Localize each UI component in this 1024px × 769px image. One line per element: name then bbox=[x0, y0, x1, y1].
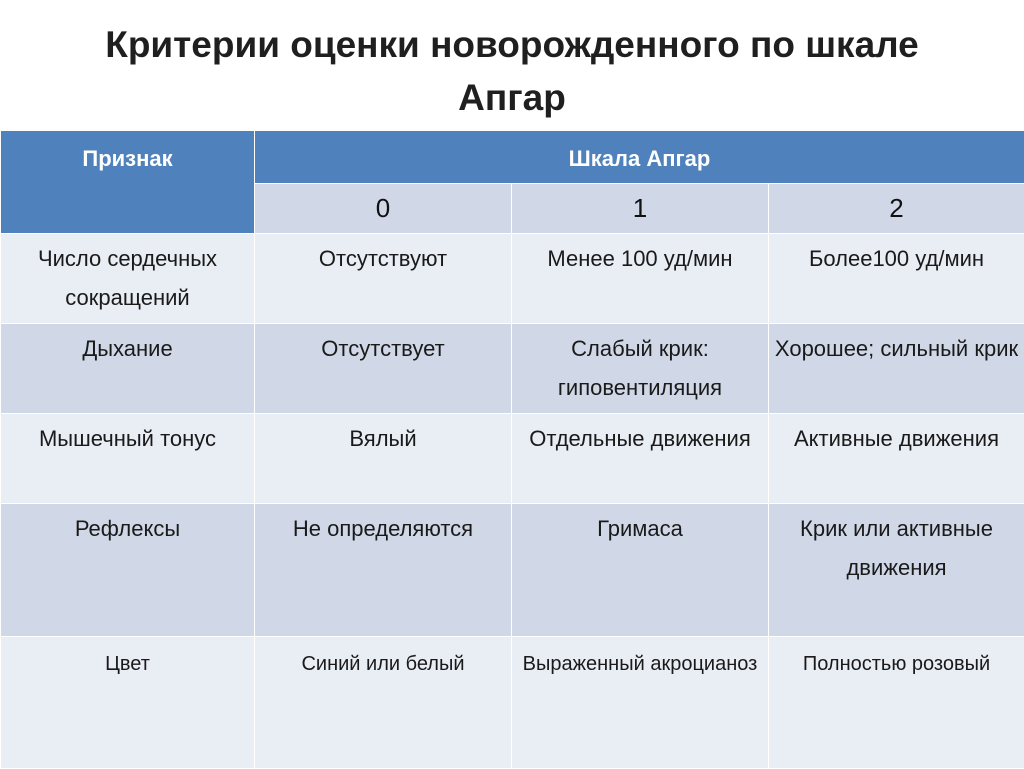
score-0-cell: Не определяются bbox=[255, 504, 512, 637]
table-row bbox=[1, 234, 1024, 324]
header-sign: Признак bbox=[1, 131, 255, 234]
score-1: 1 bbox=[512, 184, 769, 234]
sign-cell: Рефлексы bbox=[1, 504, 255, 637]
score-2-cell: Хорошее; сильный крик bbox=[769, 324, 1024, 414]
score-1-cell: Гримаса bbox=[512, 504, 769, 637]
page-title bbox=[0, 18, 1024, 124]
score-0-cell: Вялый bbox=[255, 414, 512, 504]
table-row bbox=[1, 414, 1024, 504]
score-1-cell: Менее 100 уд/мин bbox=[512, 234, 769, 324]
header-row bbox=[1, 131, 1024, 184]
score-1-cell: Слабый крик: гиповентиляция bbox=[512, 324, 769, 414]
table-row bbox=[1, 324, 1024, 414]
score-2-cell: Более100 уд/мин bbox=[769, 234, 1024, 324]
score-0-cell: Синий или белый bbox=[255, 637, 512, 769]
score-2-cell: Полностью розовый bbox=[769, 637, 1024, 769]
score-0: 0 bbox=[255, 184, 512, 234]
score-2-cell: Активные движения bbox=[769, 414, 1024, 504]
score-0-cell: Отсутствуют bbox=[255, 234, 512, 324]
title-line-2: Апгар bbox=[0, 71, 1024, 124]
table-row bbox=[1, 504, 1024, 637]
score-0-cell: Отсутствует bbox=[255, 324, 512, 414]
sign-cell: Дыхание bbox=[1, 324, 255, 414]
header-scale: Шкала Апгар bbox=[255, 131, 1024, 184]
apgar-table bbox=[0, 130, 1024, 769]
title-line-1: Критерии оценки новорожденного по шкале bbox=[0, 18, 1024, 71]
table-row bbox=[1, 637, 1024, 769]
score-2-cell: Крик или активные движения bbox=[769, 504, 1024, 637]
score-2: 2 bbox=[769, 184, 1024, 234]
sign-cell: Число сердечных сокращений bbox=[1, 234, 255, 324]
score-1-cell: Отдельные движения bbox=[512, 414, 769, 504]
score-1-cell: Выраженный акроцианоз bbox=[512, 637, 769, 769]
sign-cell: Цвет bbox=[1, 637, 255, 769]
sign-cell: Мышечный тонус bbox=[1, 414, 255, 504]
